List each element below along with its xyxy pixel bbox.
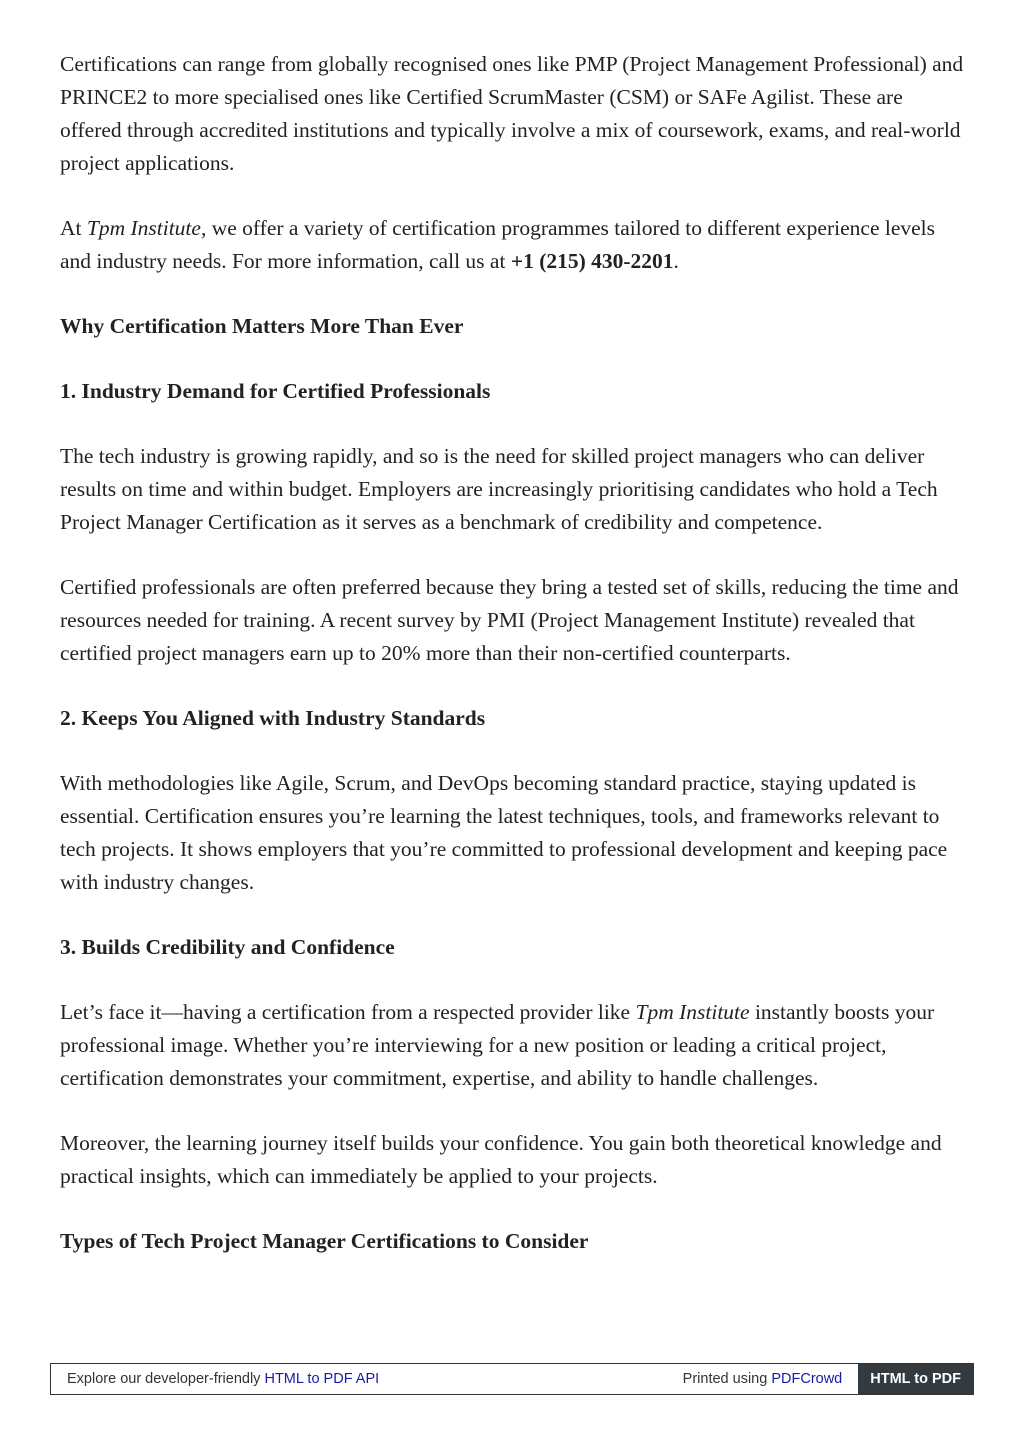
footer-printed-using — [683, 1371, 859, 1387]
text: At — [60, 216, 87, 240]
paragraph-tpm-offer — [60, 212, 965, 278]
text: Let’s face it—having a certification from a respected provider like — [60, 1000, 636, 1024]
printed-text: Printed using — [682, 1371, 772, 1387]
text: instantly boosts your professional image. Whether you’re interviewing for a new position or leading a critical project, certification demonstrates your commitment, expertise, and ability to handle challenges. — [60, 1000, 935, 1090]
explore-text: Explore our developer-friendly — [67, 1371, 265, 1387]
paragraph-methodologies: With methodologies like Agile, Scrum, and DevOps becoming standard practice, staying updated is essential. Certification ensures you’re learning the latest techniques, tools, and frameworks relevant to tech projects. It shows employers that you’re committed to professional development and keeping pace with industry changes. — [60, 771, 948, 894]
paragraph-learning-journey: Moreover, the learning journey itself builds your confidence. You gain both theoretical knowledge and practical insights, which can immediately be applied to your projects. — [60, 1131, 942, 1188]
paragraph-certification-types: Certifications can range from globally recognised ones like PMP (Project Management Professional) and PRINCE2 to more specialised ones like Certified ScrumMaster (CSM) or SAFe Agilist. These are offered through accredited institutions and typically involve a mix of coursework, exams, and real-world project applications. — [60, 52, 964, 175]
paragraph-face-it — [60, 996, 965, 1095]
heading-types-of-certifications: Types of Tech Project Manager Certifications to Consider — [60, 1229, 589, 1253]
footer-explore — [51, 1371, 683, 1387]
pdfcrowd-footer — [50, 1363, 974, 1395]
html-to-pdf-button[interactable]: HTML to PDF — [858, 1364, 973, 1394]
heading-industry-demand: 1. Industry Demand for Certified Professionals — [60, 379, 491, 403]
html-to-pdf-api-link[interactable]: HTML to PDF API — [264, 1371, 380, 1387]
heading-why-certification: Why Certification Matters More Than Ever — [60, 314, 464, 338]
heading-credibility: 3. Builds Credibility and Confidence — [60, 935, 395, 959]
paragraph-industry-growth: The tech industry is growing rapidly, and so is the need for skilled project managers who can deliver results on time and within budget. Employers are increasingly prioritising candidates who hold a Tech Project Manager Certification as it serves as a benchmark of credibility and competence. — [60, 444, 938, 534]
brand-name: Tpm Institute — [86, 216, 201, 240]
text: , we offer a variety of certification programmes tailored to different experience levels and industry needs. For more information, call us at — [60, 216, 936, 273]
article-body — [60, 48, 965, 1258]
heading-industry-standards: 2. Keeps You Aligned with Industry Standards — [60, 706, 486, 730]
paragraph-certified-preferred: Certified professionals are often preferred because they bring a tested set of skills, reducing the time and resources needed for training. A recent survey by PMI (Project Management Institute) revealed that certified project managers earn up to 20% more than their non-certified counterparts. — [60, 575, 959, 665]
pdfcrowd-link[interactable]: PDFCrowd — [771, 1371, 843, 1387]
brand-name: Tpm Institute — [635, 1000, 750, 1024]
phone-number: +1 (215) 430-2201 — [510, 249, 674, 273]
text: . — [673, 249, 679, 273]
